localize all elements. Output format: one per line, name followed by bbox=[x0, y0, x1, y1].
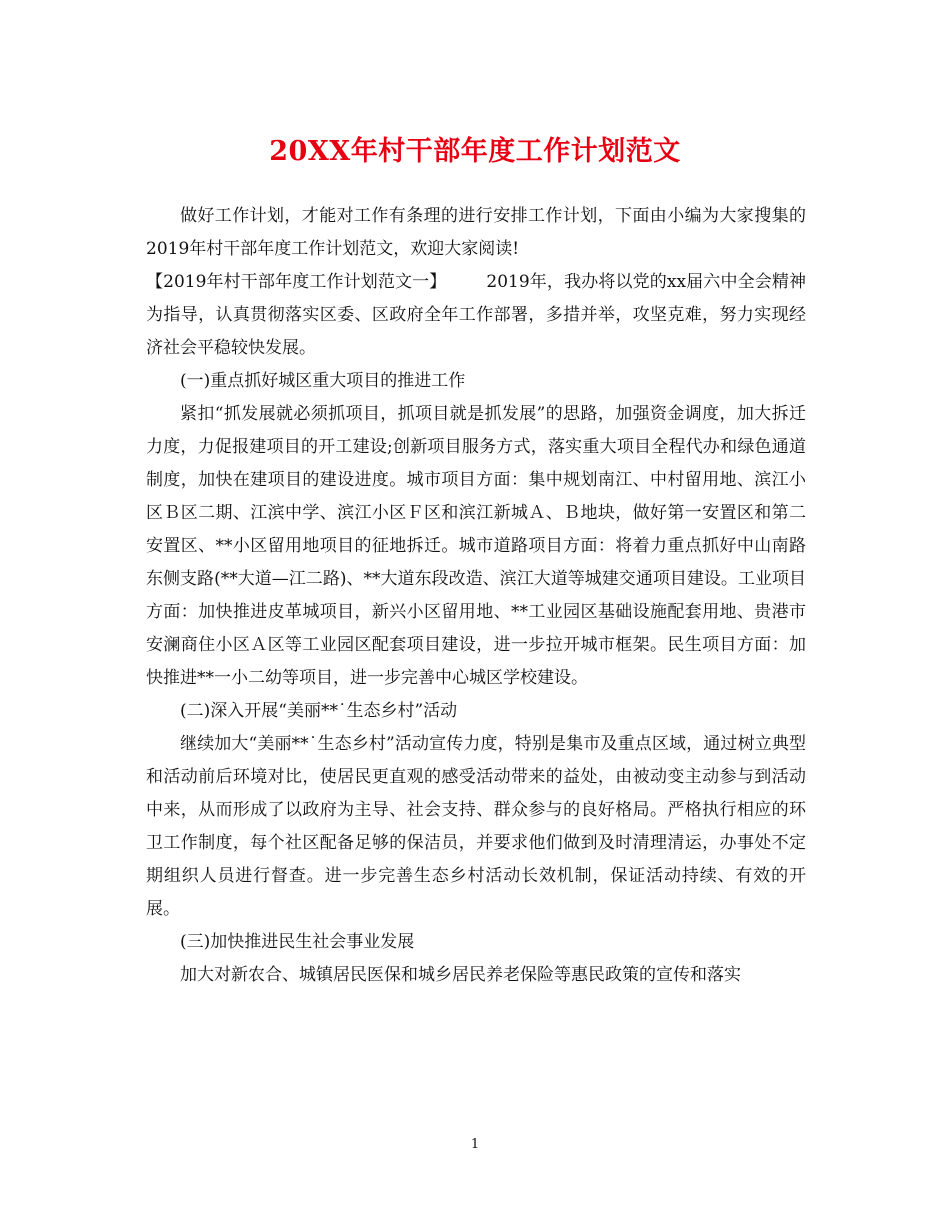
document-body bbox=[146, 200, 806, 992]
sample-heading: 【2019年村干部年度工作计划范文一】 bbox=[146, 272, 447, 292]
section2-heading: (二)深入开展“美丽**˙生态乡村”活动 bbox=[180, 701, 458, 721]
section1-heading: (一)重点抓好城区重大项目的推进工作 bbox=[180, 371, 466, 391]
intro-paragraph: 做好工作计划，才能对工作有条理的进行安排工作计划，下面由小编为大家搜集的2019年村干部年度工作计划范文，欢迎大家阅读! bbox=[146, 206, 806, 259]
sample-opening-text: 2019年，我办将以党的xx届六中全会精神为指导，认真贯彻落实区委、区政府全年工作部署，多措并举，攻坚克难，努力实现经济社会平稳较快发展。 bbox=[146, 272, 806, 358]
section1-paragraph: 紧扣“抓发展就必须抓项目，抓项目就是抓发展”的思路，加强资金调度，加大拆迁力度，力促报建项目的开工建设;创新项目服务方式，落实重大项目全程代办和绿色通道制度，加快在建项目的建设进度。城市项目方面：集中规划南江、中村留用地、滨江小区Ｂ区二期、江滨中学、滨江小区Ｆ区和滨江新城Ａ、Ｂ地块，做好第一安置区和第二安置区、**小区留用地项目的征地拆迁。城市道路项目方面：将着力重点抓好中山南路东侧支路(**大道—江二路)、**大道东段改造、滨江大道等城建交通项目建设。工业项目方面：加快推进皮革城项目，新兴小区留用地、**工业园区基础设施配套用地、贵港市安澜商住小区Ａ区等工业园区配套项目建设，进一步拉开城市框架。民生项目方面：加快推进**一小二幼等项目，进一步完善中心城区学校建设。 bbox=[146, 404, 806, 688]
section3-paragraph: 加大对新农合、城镇居民医保和城乡居民养老保险等惠民政策的宣传和落实 bbox=[180, 965, 741, 985]
section3-heading: (三)加快推进民生社会事业发展 bbox=[180, 932, 415, 952]
page-number: 1 bbox=[470, 1137, 480, 1152]
document-title: 20XX年村干部年度工作计划范文 bbox=[269, 136, 681, 167]
sample-paragraph bbox=[146, 266, 806, 365]
section2-paragraph: 继续加大“美丽**˙生态乡村”活动宣传力度，特别是集市及重点区域，通过树立典型和活动前后环境对比，使居民更直观的感受活动带来的益处，由被动变主动参与到活动中来，从而形成了以政府为主导、社会支持、群众参与的良好格局。严格执行相应的环卫工作制度，每个社区配备足够的保洁员，并要求他们做到及时清理清运，办事处不定期组织人员进行督查。进一步完善生态乡村活动长效机制，保证活动持续、有效的开展。 bbox=[146, 734, 806, 919]
